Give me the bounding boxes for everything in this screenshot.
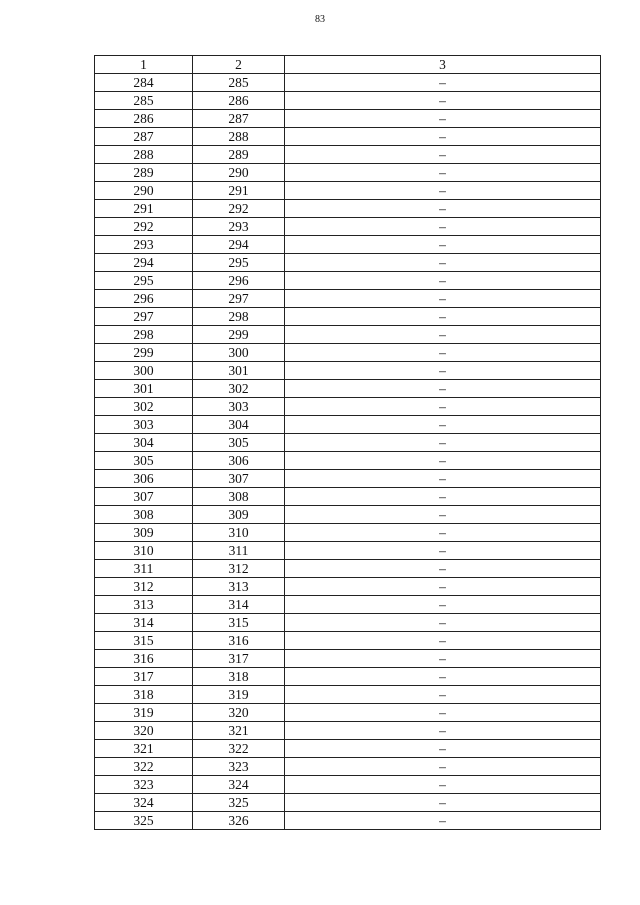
table-row [95,776,601,794]
table-cell-col-3: – [285,92,601,110]
table-cell-col-2: 324 [193,776,285,794]
table-row [95,722,601,740]
table-cell-col-2: 303 [193,398,285,416]
table-cell-col-1: 310 [95,542,193,560]
table-row [95,668,601,686]
table-row [95,380,601,398]
table-cell-col-2: 290 [193,164,285,182]
table-row [95,236,601,254]
table-cell-col-3: – [285,128,601,146]
table-cell-col-2: 300 [193,344,285,362]
table-cell-col-1: 288 [95,146,193,164]
table-row [95,218,601,236]
table-cell-col-1: 316 [95,650,193,668]
table-cell-col-1: 311 [95,560,193,578]
page-number: 83 [315,14,325,25]
table-cell-col-1: 319 [95,704,193,722]
table-row [95,362,601,380]
table-cell-col-3: – [285,182,601,200]
table-row [95,110,601,128]
table-cell-col-3: – [285,758,601,776]
table-cell-col-2: 322 [193,740,285,758]
table-cell-col-2: 314 [193,596,285,614]
table-cell-col-3: – [285,308,601,326]
table-row [95,812,601,830]
table-cell-col-3: – [285,326,601,344]
table-cell-col-1: 307 [95,488,193,506]
table-row [95,272,601,290]
table-header-row [95,56,601,74]
table-cell-col-2: 309 [193,506,285,524]
table-cell-col-3: – [285,362,601,380]
table-cell-col-1: 300 [95,362,193,380]
table-cell-col-3: – [285,776,601,794]
table-row [95,794,601,812]
table-cell-col-2: 308 [193,488,285,506]
table-cell-col-1: 322 [95,758,193,776]
table-row [95,560,601,578]
table-row [95,596,601,614]
table-cell-col-1: 318 [95,686,193,704]
table-row [95,758,601,776]
table-cell-col-3: – [285,578,601,596]
table-cell-col-1: 295 [95,272,193,290]
table-cell-col-3: – [285,632,601,650]
table-cell-col-2: 312 [193,560,285,578]
table-cell-col-1: 315 [95,632,193,650]
table-cell-col-1: 297 [95,308,193,326]
table-row [95,578,601,596]
table-body [95,74,601,830]
table-cell-col-3: – [285,686,601,704]
table-cell-col-3: – [285,380,601,398]
table-cell-col-2: 315 [193,614,285,632]
table-cell-col-1: 312 [95,578,193,596]
table-cell-col-2: 293 [193,218,285,236]
table-cell-col-3: – [285,416,601,434]
table-row [95,416,601,434]
table-cell-col-1: 292 [95,218,193,236]
table-cell-col-1: 302 [95,398,193,416]
table-row [95,164,601,182]
table-cell-col-2: 318 [193,668,285,686]
table-cell-col-3: – [285,398,601,416]
table-cell-col-3: – [285,236,601,254]
table-cell-col-1: 296 [95,290,193,308]
table-cell-col-2: 288 [193,128,285,146]
table-cell-col-2: 292 [193,200,285,218]
table-cell-col-2: 297 [193,290,285,308]
table-cell-col-1: 306 [95,470,193,488]
table-cell-col-1: 324 [95,794,193,812]
table-row [95,308,601,326]
table-cell-col-2: 320 [193,704,285,722]
table-cell-col-2: 310 [193,524,285,542]
table-cell-col-1: 293 [95,236,193,254]
table-row [95,740,601,758]
table-cell-col-1: 301 [95,380,193,398]
table-cell-col-1: 299 [95,344,193,362]
table-cell-col-2: 289 [193,146,285,164]
table-row [95,506,601,524]
table-cell-col-2: 307 [193,470,285,488]
table-cell-col-3: – [285,614,601,632]
table-cell-col-1: 286 [95,110,193,128]
table-cell-col-2: 291 [193,182,285,200]
table-row [95,128,601,146]
table-cell-col-3: – [285,650,601,668]
table-cell-col-3: – [285,560,601,578]
table-cell-col-3: – [285,488,601,506]
table-row [95,326,601,344]
table-cell-col-2: 285 [193,74,285,92]
table-cell-col-1: 313 [95,596,193,614]
table-cell-col-1: 303 [95,416,193,434]
table-cell-col-2: 304 [193,416,285,434]
table-row [95,650,601,668]
table-cell-col-1: 289 [95,164,193,182]
table-cell-col-3: – [285,452,601,470]
table-row [95,182,601,200]
table-cell-col-2: 294 [193,236,285,254]
table-row [95,704,601,722]
table-cell-col-3: – [285,434,601,452]
table-cell-col-2: 298 [193,308,285,326]
table-row [95,290,601,308]
table-cell-col-1: 304 [95,434,193,452]
table-cell-col-3: – [285,722,601,740]
table-cell-col-3: – [285,506,601,524]
table-cell-col-2: 302 [193,380,285,398]
table-cell-col-1: 309 [95,524,193,542]
table-cell-col-3: – [285,524,601,542]
table-row [95,200,601,218]
table-cell-col-3: – [285,470,601,488]
table-cell-col-2: 313 [193,578,285,596]
table-cell-col-3: – [285,794,601,812]
table-cell-col-2: 295 [193,254,285,272]
table-row [95,524,601,542]
table-row [95,542,601,560]
table-cell-col-1: 320 [95,722,193,740]
table-cell-col-2: 325 [193,794,285,812]
table-cell-col-2: 323 [193,758,285,776]
table-cell-col-3: – [285,812,601,830]
table-cell-col-2: 321 [193,722,285,740]
table-row [95,614,601,632]
table-row [95,632,601,650]
table-cell-col-2: 326 [193,812,285,830]
table-cell-col-1: 308 [95,506,193,524]
table-cell-col-1: 290 [95,182,193,200]
table-cell-col-2: 316 [193,632,285,650]
table-row [95,488,601,506]
table-row [95,344,601,362]
table-cell-col-2: 287 [193,110,285,128]
table-cell-col-1: 298 [95,326,193,344]
table-cell-col-3: – [285,254,601,272]
table-cell-col-3: – [285,344,601,362]
table-cell-col-2: 311 [193,542,285,560]
table-cell-col-3: – [285,272,601,290]
table-cell-col-2: 305 [193,434,285,452]
table-cell-col-1: 294 [95,254,193,272]
table-cell-col-3: – [285,110,601,128]
table-cell-col-1: 321 [95,740,193,758]
table-row [95,92,601,110]
table-cell-col-1: 314 [95,614,193,632]
column-header-3: 3 [285,56,601,74]
column-header-2: 2 [193,56,285,74]
table-cell-col-1: 305 [95,452,193,470]
table-cell-col-3: – [285,596,601,614]
table-cell-col-2: 319 [193,686,285,704]
table-cell-col-3: – [285,164,601,182]
table-cell-col-1: 325 [95,812,193,830]
table-cell-col-3: – [285,668,601,686]
table-cell-col-3: – [285,74,601,92]
data-table [94,55,601,830]
table-cell-col-1: 291 [95,200,193,218]
table-cell-col-2: 301 [193,362,285,380]
table-cell-col-1: 284 [95,74,193,92]
table-row [95,470,601,488]
table-row [95,434,601,452]
table-row [95,254,601,272]
table-row [95,686,601,704]
table-cell-col-1: 287 [95,128,193,146]
table-row [95,74,601,92]
table-cell-col-3: – [285,542,601,560]
table-cell-col-1: 317 [95,668,193,686]
table-cell-col-3: – [285,740,601,758]
table-row [95,146,601,164]
table-row [95,398,601,416]
table-cell-col-3: – [285,704,601,722]
table-cell-col-3: – [285,218,601,236]
table-cell-col-2: 286 [193,92,285,110]
table-row [95,452,601,470]
table-cell-col-1: 285 [95,92,193,110]
column-header-1: 1 [95,56,193,74]
table-cell-col-3: – [285,290,601,308]
table-cell-col-1: 323 [95,776,193,794]
table-cell-col-2: 317 [193,650,285,668]
table-cell-col-2: 299 [193,326,285,344]
table-cell-col-3: – [285,146,601,164]
table-cell-col-3: – [285,200,601,218]
table-cell-col-2: 306 [193,452,285,470]
table-cell-col-2: 296 [193,272,285,290]
